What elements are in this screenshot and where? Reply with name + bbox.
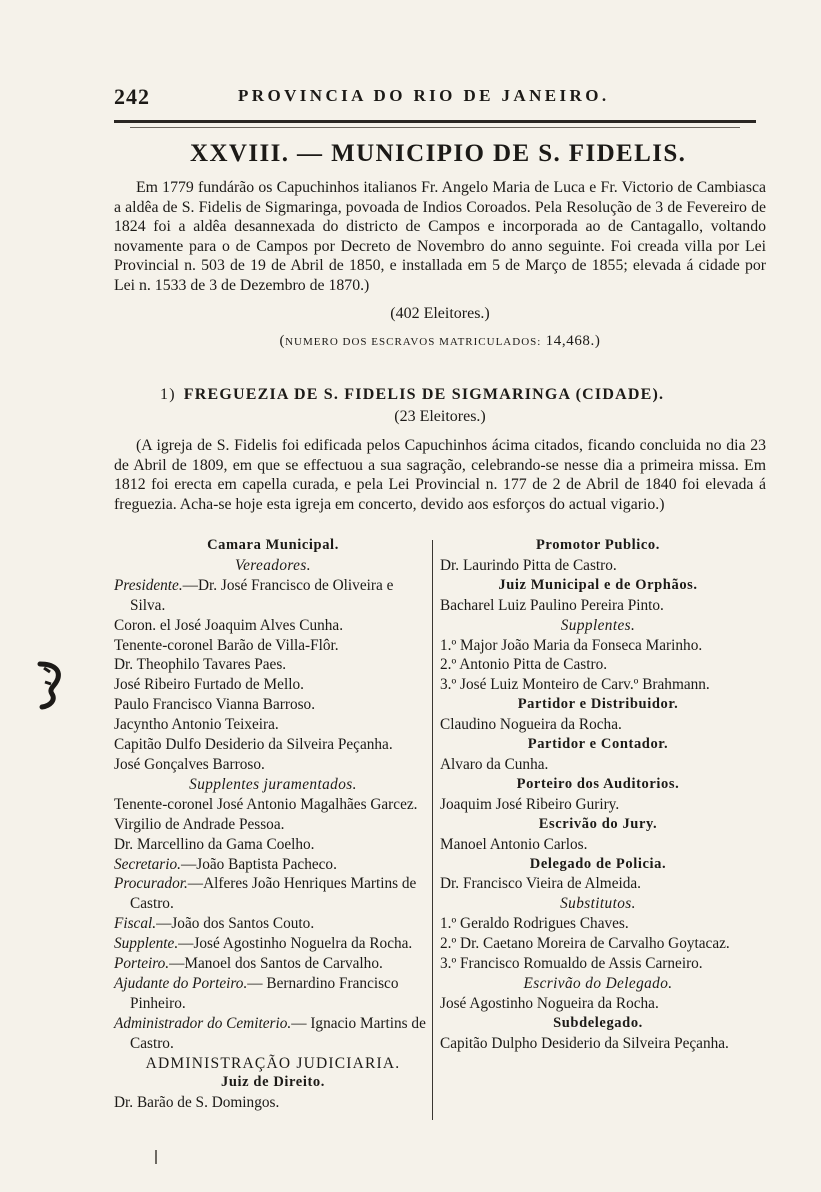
chapter-intro: Em 1779 fundárão os Capuchinhos italianos Fr. Angelo Maria de Luca e Fr. Victorio de Cambiasca a aldêa de S. Fidelis de Sigmaringa, povoada de Indios Coroados. Pela Resolução de 3 de Fevereiro de 1824 foi a aldêa desannexada do districto de Campos e incorporada ao de Cantagallo, voltando novamente para o de Campos por Decreto de Novembro do anno seguinte. Foi creada villa por Lei Provincial n. 503 de 19 de Abril de 1850, e installada em 5 de Março de 1855; elevada á cidade por Lei n. 1533 de 3 de Dezembro de 1870.) xyxy=(114,179,766,294)
supplentes-heading: Supplentes juramentados. xyxy=(189,775,357,793)
secretario-label: Secretario. xyxy=(114,855,181,873)
procurador-entry xyxy=(114,874,432,914)
column-divider xyxy=(432,540,433,1120)
ajudante-name: — Bernardino Francisco Pinheiro. xyxy=(130,974,399,1012)
supplente-label: Supplente. xyxy=(114,935,179,953)
fiscal-name: —João dos Santos Couto. xyxy=(156,915,315,933)
secretario-name: —João Baptista Pacheco. xyxy=(180,855,337,873)
supplente-name: —José Agostinho Noguelra da Rocha. xyxy=(178,935,413,953)
subdelegado-name: Capitão Dulpho Desiderio da Silveira Peçanha. xyxy=(440,1034,729,1052)
delegado-name: Dr. Francisco Vieira de Almeida. xyxy=(440,875,642,893)
slave-count-line: (NUMERO DOS ESCRAVOS MATRICULADOS: 14,468.) xyxy=(279,333,601,349)
escrivao-delegado-heading: Escrivão do Delegado. xyxy=(523,974,673,992)
substitutos-heading: Substitutos. xyxy=(560,895,636,913)
page-number: 242 xyxy=(114,84,150,109)
juiz-direito-heading: Juiz de Direito. xyxy=(221,1074,325,1091)
partidor-distribuidor-heading: Partidor e Distribuidor. xyxy=(517,696,679,713)
juiz-direito-name: Dr. Barão de S. Domingos. xyxy=(114,1094,280,1112)
ink-mark xyxy=(155,1150,157,1164)
supplente-fiscal-entry xyxy=(114,934,432,954)
porteiro-label: Porteiro. xyxy=(114,955,170,973)
delegado-heading: Delegado de Policia. xyxy=(529,855,667,872)
procurador-label: Procurador. xyxy=(114,875,188,893)
presidente-label: Presidente. xyxy=(114,576,183,594)
substituto-entry: 3.º Francisco Romualdo de Assis Carneiro. xyxy=(440,955,703,973)
promotor-heading: Promotor Publico. xyxy=(535,537,661,553)
supplente-entry: 1.º Major João Maria da Fonseca Marinho. xyxy=(440,636,703,654)
vereador-entry: José Ribeiro Furtado de Mello. xyxy=(114,676,304,694)
fiscal-entry xyxy=(114,914,432,934)
porteiro-entry xyxy=(114,954,432,974)
promotor-name: Dr. Laurindo Pitta de Castro. xyxy=(440,556,617,574)
juiz-municipal-heading: Juiz Municipal e de Orphãos. xyxy=(498,576,698,593)
supplente-entry: Dr. Marcellino da Gama Coelho. xyxy=(114,835,315,853)
running-head: PROVINCIA DO RIO DE JANEIRO. xyxy=(238,86,610,105)
left-column xyxy=(114,536,432,1113)
vereador-entry: Tenente-coronel Barão de Villa-Flôr. xyxy=(114,636,339,654)
secretario-entry xyxy=(114,855,432,875)
header-rule-thin xyxy=(130,127,740,128)
ajudante-label: Ajudante do Porteiro. xyxy=(114,974,248,992)
vereador-entry: Capitão Dulfo Desiderio da Silveira Peçanha. xyxy=(114,736,393,754)
vereador-entry: José Gonçalves Barroso. xyxy=(114,755,265,773)
slave-count-label: NUMERO DOS ESCRAVOS MATRICULADOS: xyxy=(285,336,542,348)
parish-number: 1) xyxy=(160,386,176,403)
escrivao-jury-name: Manoel Antonio Carlos. xyxy=(440,835,588,853)
presidente-entry xyxy=(114,576,432,616)
supplente-entry: 2.º Antonio Pitta de Castro. xyxy=(440,656,608,674)
procurador-name: —Alferes João Henriques Martins de Castro. xyxy=(130,875,417,913)
supplente-entry: Tenente-coronel José Antonio Magalhães Garcez. xyxy=(114,795,418,813)
porteiro-auditorios-heading: Porteiro dos Auditorios. xyxy=(516,775,680,792)
slave-count-value: 14,468. xyxy=(545,333,595,349)
vereador-entry: Paulo Francisco Vianna Barroso. xyxy=(114,696,316,714)
right-column xyxy=(440,536,756,1054)
escrivao-jury-heading: Escrivão do Jury. xyxy=(538,815,658,832)
substituto-entry: 1.º Geraldo Rodrigues Chaves. xyxy=(440,915,629,933)
ink-bracket-icon xyxy=(36,660,64,710)
administrador-name: — Ignacio Martins de Castro. xyxy=(130,1014,426,1052)
juiz-municipal-name: Bacharel Luiz Paulino Pereira Pinto. xyxy=(440,596,664,614)
parish-electors: (23 Eleitores.) xyxy=(394,408,486,425)
header-rule xyxy=(114,120,756,123)
supplente-entry: 3.º José Luiz Monteiro de Carv.º Brahmann. xyxy=(440,676,710,694)
escrivao-delegado-name: José Agostinho Nogueira da Rocha. xyxy=(440,994,659,1012)
vereador-entry: Jacyntho Antonio Teixeira. xyxy=(114,716,279,734)
parish-heading xyxy=(160,386,664,404)
presidente-name: —Dr. José Francisco de Oliveira e Silva. xyxy=(130,576,394,614)
administrador-entry xyxy=(114,1014,432,1054)
chapter-title: XXVIII. — MUNICIPIO DE S. FIDELIS. xyxy=(190,140,687,167)
partidor-distribuidor-name: Claudino Nogueira da Rocha. xyxy=(440,716,622,734)
camara-heading: Camara Municipal. xyxy=(207,537,339,553)
vereador-entry: Coron. el José Joaquim Alves Cunha. xyxy=(114,616,344,634)
ajudante-entry xyxy=(114,974,432,1014)
admin-judiciaria-heading: ADMINISTRAÇÃO JUDICIARIA. xyxy=(145,1054,401,1072)
supplentes-heading: Supplentes. xyxy=(560,616,636,634)
parish-note: (A igreja de S. Fidelis foi edificada pelos Capuchinhos ácima citados, ficando concluida no dia 23 de Abril de 1809, em que se effectuou a sua sagração, celebrando-se nesse dia a primeira missa. Em 1812 foi erecta em capella curada, e pela Lei Provincial n. 177 de 2 de Abril de 1840 foi elevada á freguezia. Acha-se hoje esta igreja em concerto, devido aos esforços do actual vigario.) xyxy=(114,437,766,513)
fiscal-label: Fiscal. xyxy=(114,915,157,933)
supplente-entry: Virgilio de Andrade Pessoa. xyxy=(114,815,285,833)
substituto-entry: 2.º Dr. Caetano Moreira de Carvalho Goytacaz. xyxy=(440,935,730,953)
vereador-entry: Dr. Theophilo Tavares Paes. xyxy=(114,656,287,674)
parish-title: FREGUEZIA DE S. FIDELIS DE SIGMARINGA (CIDADE). xyxy=(183,386,665,403)
porteiro-name: —Manoel dos Santos de Carvalho. xyxy=(169,955,383,973)
partidor-contador-heading: Partidor e Contador. xyxy=(527,736,669,753)
vereadores-heading: Vereadores. xyxy=(235,556,311,574)
porteiro-auditorios-name: Joaquim José Ribeiro Guriry. xyxy=(440,795,620,813)
municipal-electors: (402 Eleitores.) xyxy=(390,305,490,322)
partidor-contador-name: Alvaro da Cunha. xyxy=(440,755,549,773)
subdelegado-heading: Subdelegado. xyxy=(553,1014,643,1031)
administrador-label: Administrador do Cemiterio. xyxy=(114,1014,292,1032)
